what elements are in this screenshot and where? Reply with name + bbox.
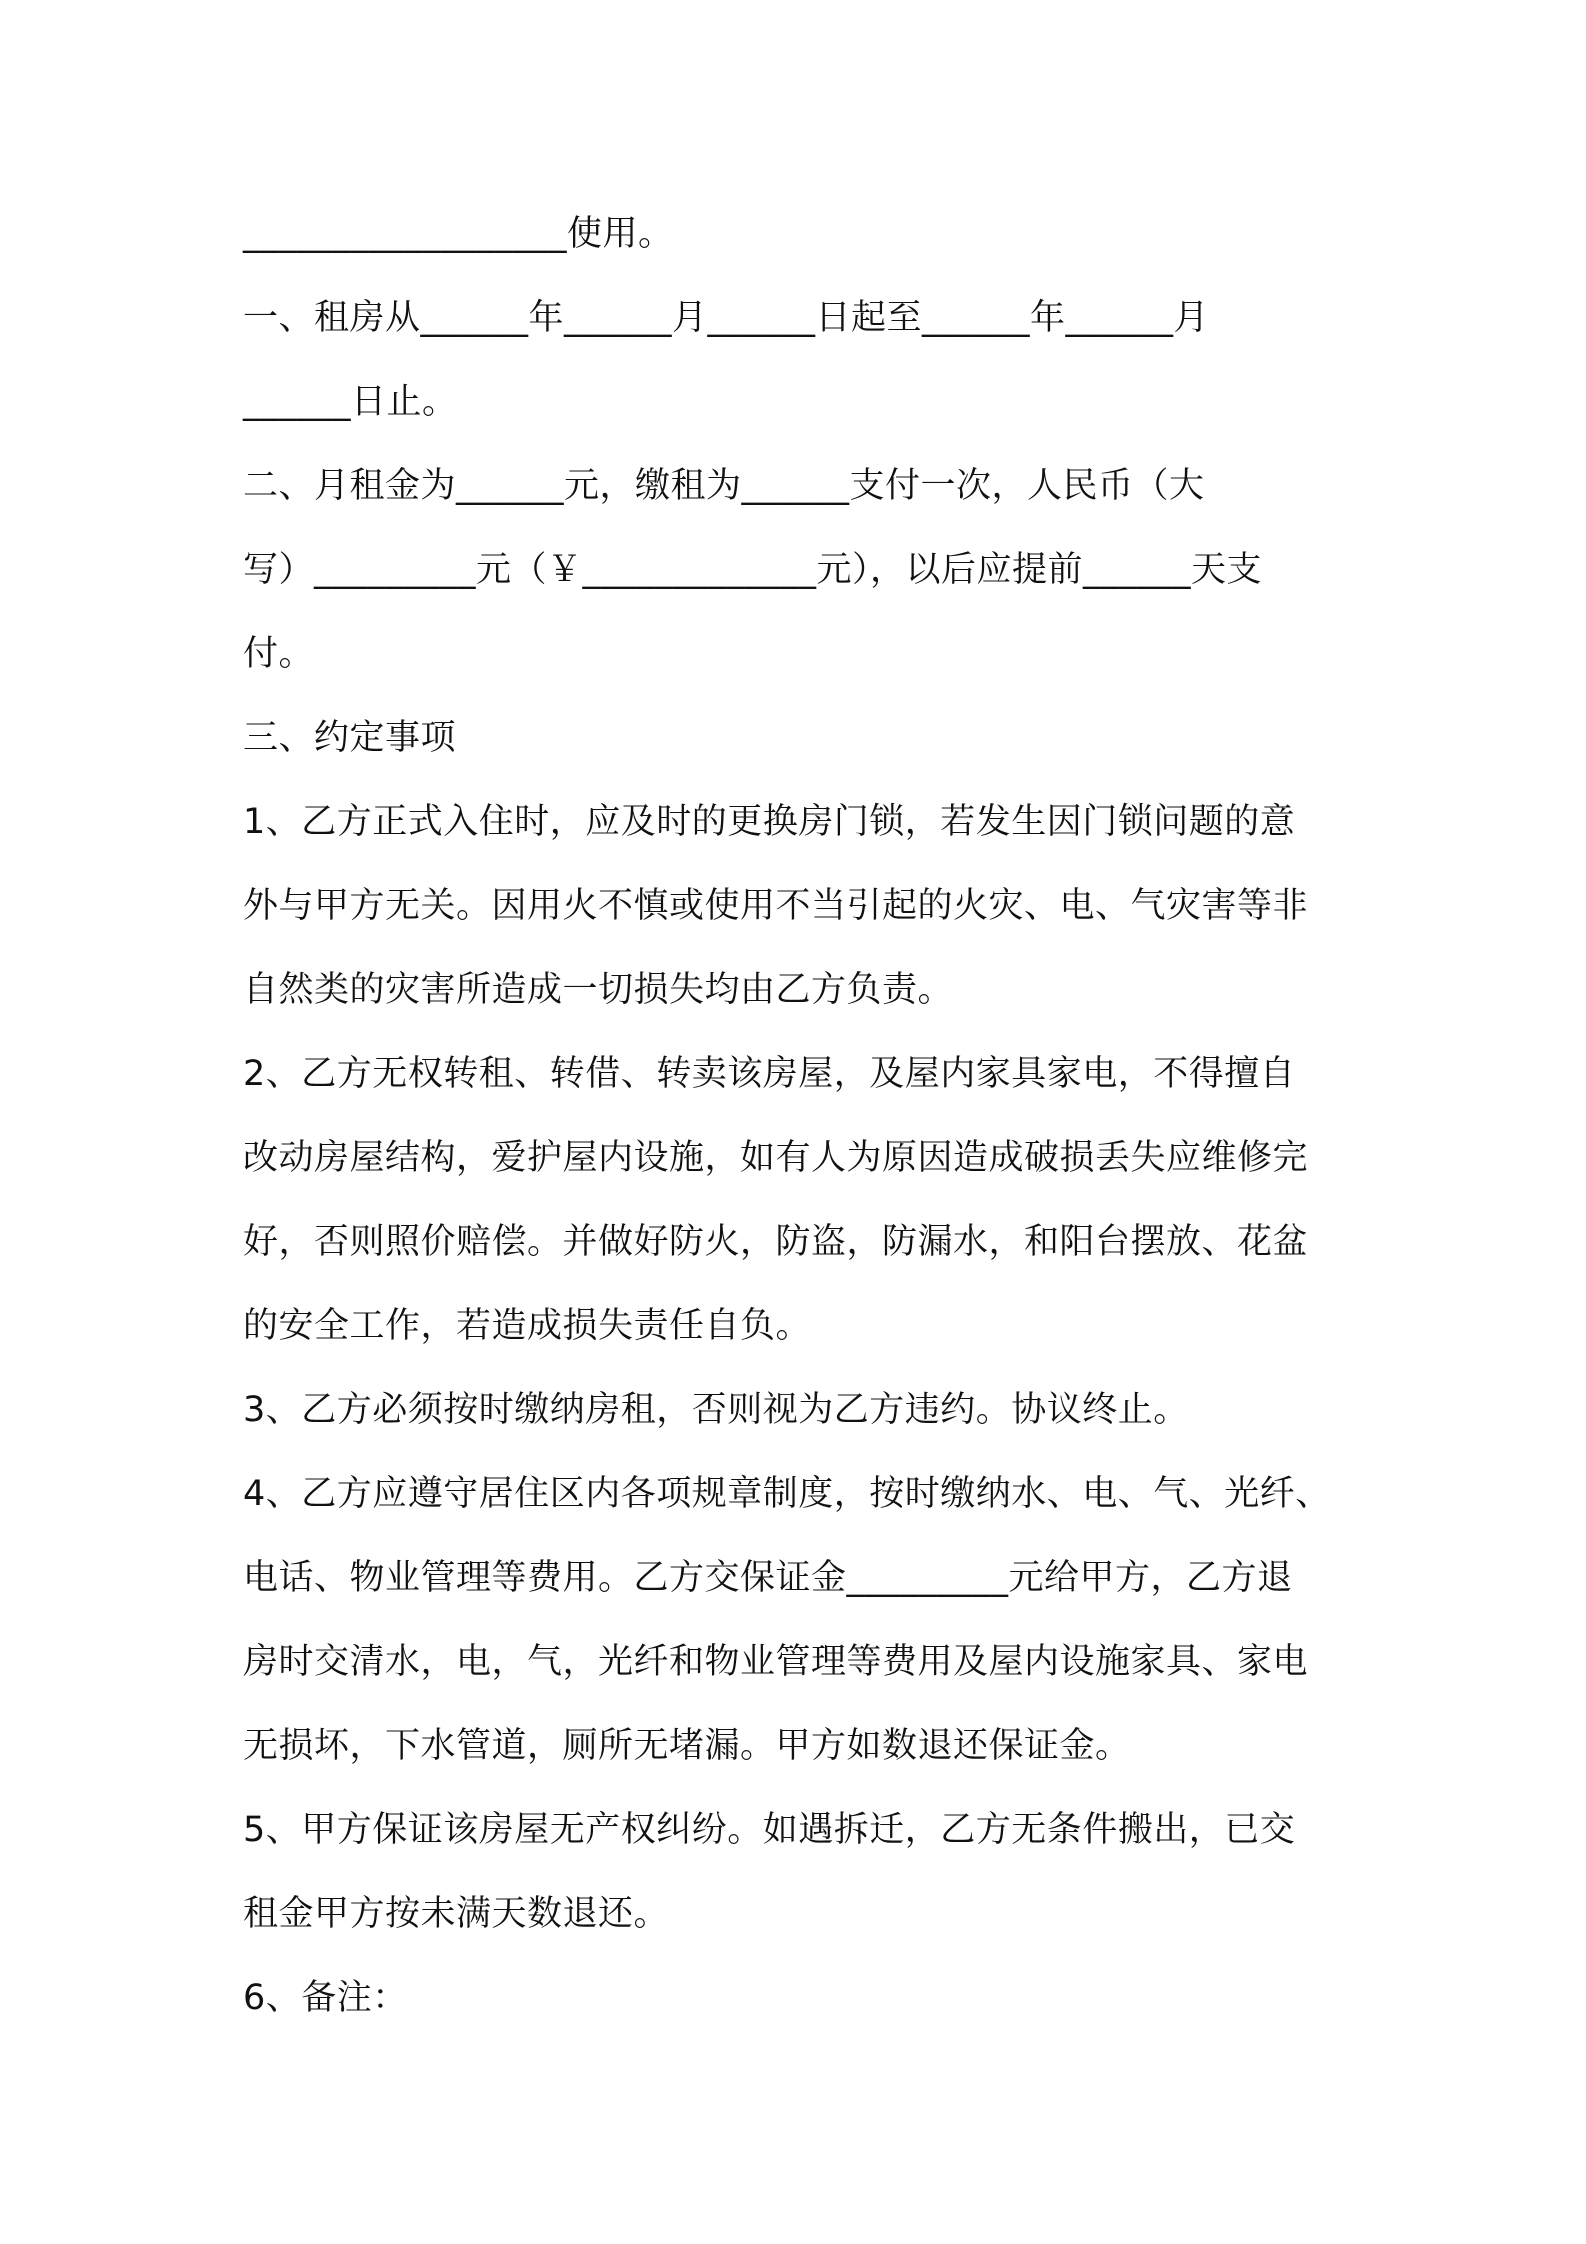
term-1-line-3: 自然类的灾害所造成一切损失均由乙方负责。 xyxy=(243,970,954,1010)
term-5-line-1: 5、甲方保证该房屋无产权纠纷。如遇拆迁，乙方无条件搬出，已交 xyxy=(243,1810,1296,1850)
term-3-line-1: 3、乙方必须按时缴纳房租，否则视为乙方违约。协议终止。 xyxy=(243,1390,1189,1430)
clause-2-rent-amount: 写）_________元（￥_____________元），以后应提前______天支 xyxy=(243,550,1263,590)
clause-1-lease-period-end: ______日止。 xyxy=(243,382,458,422)
contract-body xyxy=(243,192,1363,2040)
term-2-line-2: 改动房屋结构，爱护屋内设施，如有人为原因造成破损丢失应维修完 xyxy=(243,1138,1309,1178)
clause-2-rent: 二、月租金为______元，缴租为______支付一次，人民币（大 xyxy=(243,466,1205,506)
term-1-line-1: 1、乙方正式入住时，应及时的更换房门锁，若发生因门锁问题的意 xyxy=(243,802,1296,842)
section-heading-terms: 三、约定事项 xyxy=(243,718,457,758)
term-4-line-4: 无损坏，下水管道，厕所无堵漏。甲方如数退还保证金。 xyxy=(243,1726,1131,1766)
term-2-line-3: 好，否则照价赔偿。并做好防火，防盗，防漏水，和阳台摆放、花盆 xyxy=(243,1222,1309,1262)
term-4-line-3: 房时交清水，电，气，光纤和物业管理等费用及屋内设施家具、家电 xyxy=(243,1642,1309,1682)
term-4-line-2: 电话、物业管理等费用。乙方交保证金_________元给甲方，乙方退 xyxy=(243,1558,1293,1598)
term-2-line-4: 的安全工作，若造成损失责任自负。 xyxy=(243,1306,812,1346)
term-6-remarks: 6、备注： xyxy=(243,1978,408,2018)
term-4-line-1: 4、乙方应遵守居住区内各项规章制度，按时缴纳水、电、气、光纤、 xyxy=(243,1474,1331,1514)
term-5-line-2: 租金甲方按未满天数退还。 xyxy=(243,1894,670,1934)
term-2-line-1: 2、乙方无权转租、转借、转卖该房屋，及屋内家具家电，不得擅自 xyxy=(243,1054,1296,1094)
clause-1-lease-period: 一、租房从______年______月______日起至______年______月 xyxy=(243,298,1210,338)
text-line-usage: __________________使用。 xyxy=(243,214,674,254)
clause-2-rent-end: 付。 xyxy=(243,634,315,674)
term-1-line-2: 外与甲方无关。因用火不慎或使用不当引起的火灾、电、气灾害等非 xyxy=(243,886,1309,926)
